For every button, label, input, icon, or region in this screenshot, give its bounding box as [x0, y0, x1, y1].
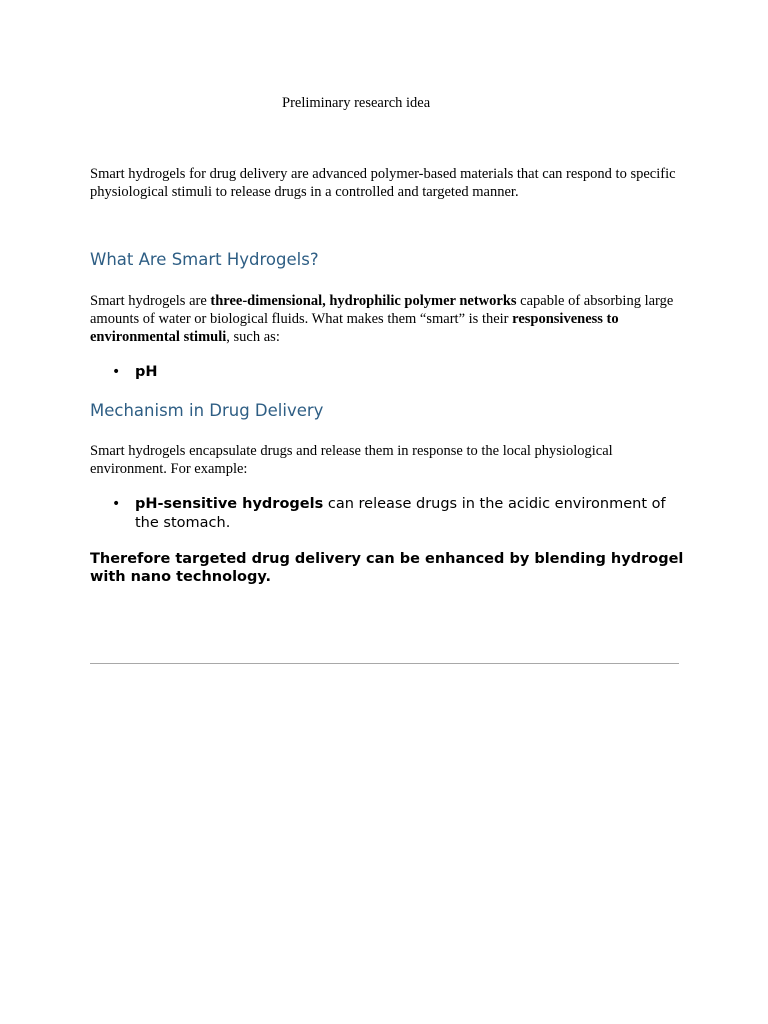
horizontal-divider: [90, 663, 679, 664]
bullet-dot-icon: •: [112, 364, 121, 380]
definition-paragraph: [90, 292, 688, 346]
section-heading-mechanism: Mechanism in Drug Delivery: [90, 401, 324, 420]
list-item: [90, 363, 690, 382]
definition-text-start: Smart hydrogels are: [90, 293, 211, 309]
mechanism-paragraph: Smart hydrogels encapsulate drugs and release them in response to the local physiological environment. For example:: [90, 443, 613, 477]
intro-paragraph: Smart hydrogels for drug delivery are advanced polymer-based materials that can respond to specific physiological stimuli to release drugs in a controlled and targeted manner.: [90, 166, 676, 200]
bullet-bold-text: pH: [135, 364, 158, 380]
conclusion-paragraph: Therefore targeted drug delivery can be enhanced by blending hydrogel with nano technology.: [90, 551, 684, 585]
definition-bold-networks: three-dimensional, hydrophilic polymer networks: [210, 293, 517, 309]
definition-bold-responsiveness: responsiveness to environmental stimuli: [90, 311, 619, 345]
bullet-dot-icon: •: [112, 496, 121, 512]
bullet-bold-text: pH-sensitive hydrogels: [135, 496, 324, 512]
stimuli-bullet-list: [90, 363, 690, 382]
document-title: Preliminary research idea: [282, 95, 431, 111]
list-item: [90, 495, 690, 533]
bullet-text: can release drugs in the acidic environment of the stomach.: [135, 496, 666, 531]
section-heading-what-are-smart-hydrogels: What Are Smart Hydrogels?: [90, 250, 319, 269]
definition-text-end: , such as:: [226, 329, 280, 345]
definition-text-middle: capable of absorbing large amounts of water or biological fluids. What makes them “smart” is their: [90, 293, 674, 327]
mechanism-bullet-list: [90, 495, 690, 533]
